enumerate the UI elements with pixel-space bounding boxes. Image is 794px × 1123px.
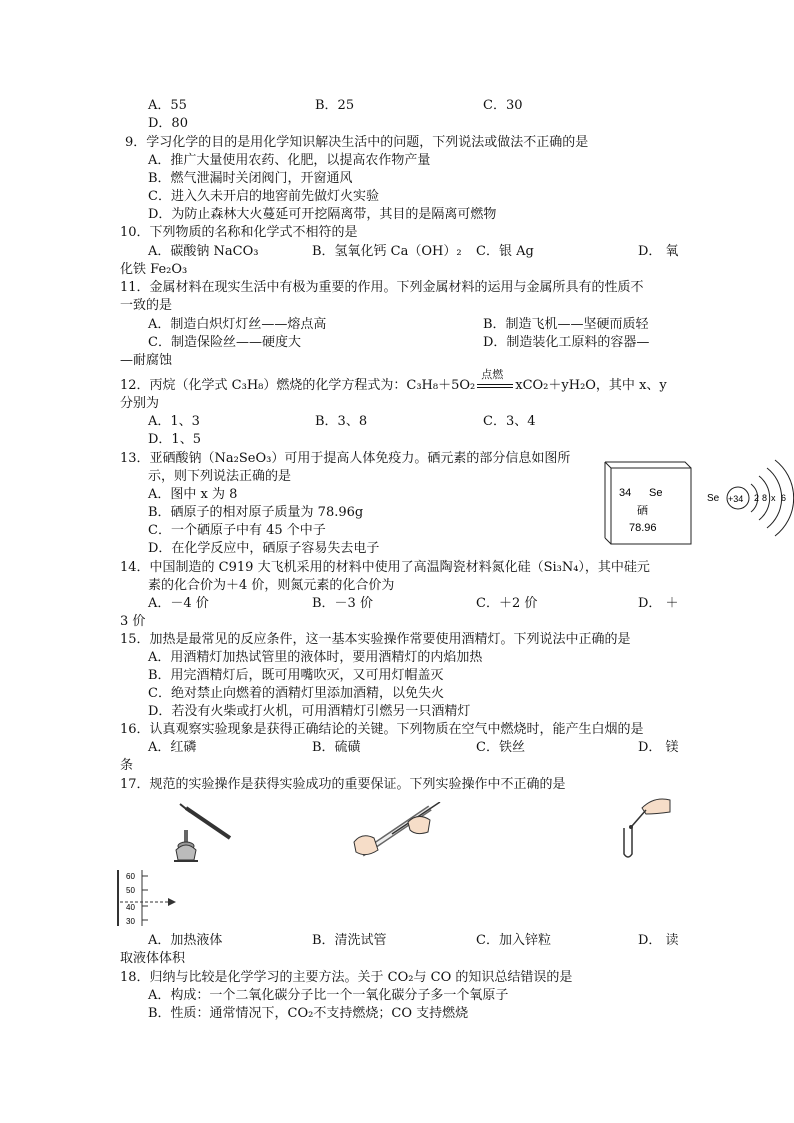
q10-option-c: C．银 Ag [476, 244, 534, 259]
tick-50: 50 [126, 886, 135, 895]
card-atomic-number: 34 [619, 487, 632, 499]
q9-stem: 9．学习化学的目的是用化学知识解决生活中的问题，下列说法或做法不正确的是 [125, 135, 589, 150]
q14-option-d: D． ＋ [638, 596, 679, 611]
atom-nucleus-charge: +34 [728, 494, 744, 504]
card-atomic-mass: 78.96 [629, 522, 657, 534]
q17-option-d: D． 读 [638, 933, 679, 948]
q16-option-a: A．红磷 [148, 740, 197, 755]
q16-option-c: C．铁丝 [476, 740, 525, 755]
q16-option-b: B．硫磺 [312, 740, 361, 755]
q15-option-d: D．若没有火柴或打火机，可用酒精灯引燃另一只酒精灯 [148, 704, 471, 719]
tick-30: 30 [126, 917, 135, 926]
q13-stem: 13．亚硒酸钠（Na₂SeO₃）可用于提高人体免疫力。硒元素的部分信息如图所 [120, 451, 571, 466]
q14-option-a: A．－4 价 [148, 596, 209, 611]
q8-option-c: C．30 [483, 98, 523, 113]
q13-option-c: C．一个硒原子中有 45 个中子 [148, 523, 326, 538]
q16-stem: 16．认真观察实验现象是获得正确结论的关键。下列物质在空气中燃烧时，能产生白烟的是 [120, 722, 644, 737]
q18-stem: 18．归纳与比较是化学学习的主要方法。关于 CO₂与 CO 的知识总结错误的是 [120, 970, 573, 985]
q9-option-b: B．燃气泄漏时关闭阀门，开窗通风 [148, 171, 353, 186]
q11-option-d-cont: —耐腐蚀 [120, 353, 173, 368]
q11-option-c: C．制造保险丝——硬度大 [148, 335, 301, 350]
shell-2: 8 [762, 493, 768, 503]
q14-option-d-cont: 3 价 [120, 614, 146, 629]
q9-option-c: C．进入久未开启的地窖前先做灯火实验 [148, 189, 379, 204]
q18-option-a: A．构成：一个二氧化碳分子比一个一氧化碳分子多一个氧原子 [148, 988, 509, 1003]
q17-stem: 17．规范的实验操作是获得实验成功的重要保证。下列实验操作中不正确的是 [120, 777, 566, 792]
q11-option-a: A．制造白炽灯灯丝——熔点高 [148, 317, 327, 332]
cleaning-tube-figure [352, 802, 442, 862]
q12-stem-cont: 分别为 [120, 396, 160, 411]
adding-zinc-figure [612, 792, 672, 862]
q14-stem-cont: 素的化合价为＋4 价，则氮元素的化合价为 [148, 578, 395, 593]
q15-stem: 15．加热是最常见的反应条件，这一基本实验操作常要使用酒精灯。下列说法中正确的是 [120, 632, 631, 647]
reaction-condition: 点燃 [481, 368, 504, 381]
q13-option-b: B．硒原子的相对原子质量为 78.96g [148, 505, 364, 520]
atom-symbol: Se [707, 493, 720, 504]
q10-option-d-cont: 化铁 Fe₂O₃ [120, 262, 188, 277]
q9-option-d: D．为防止森林大火蔓延可开挖隔离带，其目的是隔离可燃物 [148, 207, 497, 222]
q12-option-c: C．3、4 [483, 414, 536, 429]
shell-3: x [771, 493, 776, 503]
q10-option-a: A．碳酸钠 NaCO₃ [148, 244, 259, 259]
q16-option-d: D． 镁 [638, 740, 679, 755]
tick-60: 60 [126, 872, 135, 881]
q12-option-a: A．1、3 [148, 414, 200, 429]
heating-liquid-figure [170, 800, 240, 864]
q13-stem-cont: 示，则下列说法正确的是 [148, 469, 292, 484]
reaction-arrow [475, 368, 515, 394]
q10-option-b: B．氢氧化钙 Ca（OH）₂ [312, 244, 462, 259]
tick-40: 40 [126, 903, 135, 912]
q11-stem: 11．金属材料在现实生活中有极为重要的作用。下列金属材料的运用与金属所具有的性质不 [120, 280, 644, 295]
shell-4: 6 [781, 493, 787, 503]
shell-1: 2 [754, 493, 760, 503]
card-symbol: Se [649, 487, 663, 499]
q10-stem: 10．下列物质的名称和化学式不相符的是 [120, 225, 358, 240]
q13-option-d: D．在化学反应中，硒原子容易失去电子 [148, 541, 380, 556]
q8-option-d: D．80 [148, 116, 188, 131]
q9-option-a: A．推广大量使用农药、化肥，以提高农作物产量 [148, 153, 431, 168]
q12-option-b: B．3、8 [315, 414, 368, 429]
q14-option-b: B．－3 价 [312, 596, 373, 611]
q12-option-d: D．1、5 [148, 432, 201, 447]
q13-option-a: A．图中 x 为 8 [148, 487, 238, 502]
q14-stem: 14．中国制造的 C919 大飞机采用的材料中使用了高温陶瓷材料氮化硅（Si₃N₄），其中硅元 [120, 560, 650, 575]
q8-option-b: B．25 [315, 98, 355, 113]
q11-option-d: D．制造装化工原料的容器— [483, 335, 650, 350]
q15-option-a: A．用酒精灯加热试管里的液体时，要用酒精灯的内焰加热 [148, 650, 483, 665]
q11-stem-cont: 一致的是 [120, 298, 173, 313]
q15-option-c: C．绝对禁止向燃着的酒精灯里添加酒精，以免失火 [148, 686, 444, 701]
q11-option-b: B．制造飞机——坚硬而质轻 [483, 317, 649, 332]
selenium-element-card [603, 460, 693, 546]
q17-option-b: B．清洗试管 [312, 933, 387, 948]
q12-equation-left: 12．丙烷（化学式 C₃H₈）燃烧的化学方程式为：C₃H₈＋5O₂ [120, 378, 476, 393]
q16-option-d-cont: 条 [120, 758, 134, 773]
card-element-name: 硒 [637, 504, 648, 517]
q17-option-d-cont: 取液体体积 [120, 951, 186, 966]
q15-option-b: B．用完酒精灯后，既可用嘴吹灭，又可用灯帽盖灭 [148, 668, 444, 683]
q17-option-c: C．加入锌粒 [476, 933, 551, 948]
measuring-cylinder-figure [112, 868, 192, 928]
q12-stem [120, 368, 667, 394]
q10-option-d: D． 氧 [638, 244, 679, 259]
q17-option-a: A．加热液体 [148, 933, 223, 948]
q18-option-b: B．性质：通常情况下，CO₂不支持燃烧；CO 支持燃烧 [148, 1006, 469, 1021]
selenium-atom-diagram [704, 448, 794, 548]
q12-equation-right: xCO₂＋yH₂O，其中 x、y [515, 378, 667, 393]
q14-option-c: C．＋2 价 [476, 596, 538, 611]
q8-option-a: A．55 [148, 98, 187, 113]
eye-icon [168, 898, 176, 906]
